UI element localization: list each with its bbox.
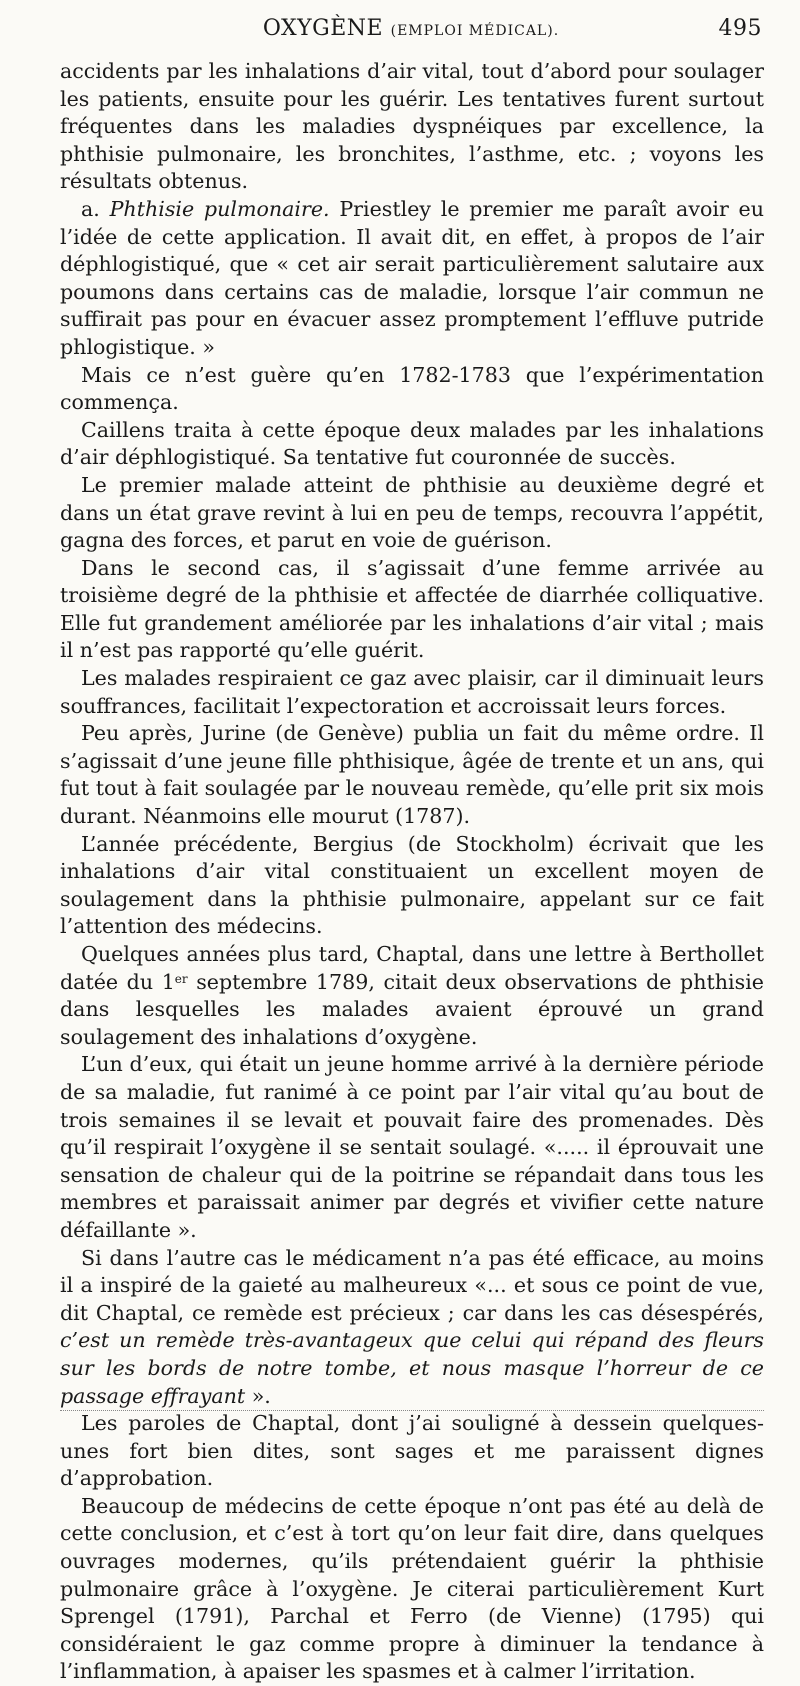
text-run: Dans le second cas, il s’agissait d’une femme arrivée au troisième degré de la phthisie et affectée de diarrhée colliquative. Elle fut grandement améliorée par les inhalations d’air vital ; mais il n’est pas rapporté qu’elle guérit. xyxy=(60,555,764,663)
paragraph xyxy=(60,720,764,830)
paragraph xyxy=(60,555,764,665)
text-run: accidents par les inhalations d’air vital, tout d’abord pour soulager les patients, ensuite pour les guérir. Les tentatives furent surtout fréquentes dans les maladies dyspnéiques par excellence, la phthisie pulmonaire, les bronchites, l’asthme, etc. ; voyons les résultats obtenus. xyxy=(60,59,764,194)
running-title xyxy=(60,16,762,41)
paragraph xyxy=(60,831,764,941)
running-header xyxy=(60,16,762,50)
paragraph xyxy=(60,1493,764,1686)
text-run: Mais ce n’est guère qu’en 1782-1783 que l’expérimentation commença. xyxy=(60,362,764,415)
footer-rule xyxy=(60,1410,764,1411)
text-run: a. xyxy=(81,196,110,221)
paragraph xyxy=(60,196,764,362)
paragraph xyxy=(60,472,764,555)
running-title-main: OXYGÈNE xyxy=(262,16,384,41)
body-text xyxy=(60,58,764,1686)
text-run: Les paroles de Chaptal, dont j’ai souligné à dessein quelques-unes fort bien dites, sont sages et me paraissent dignes d’approbation. xyxy=(60,1411,764,1491)
running-title-sub: (EMPLOI MÉDICAL). xyxy=(390,23,560,39)
paragraph xyxy=(60,362,764,417)
text-run: septembre 1789, citait deux observations de phthisie dans lesquelles les malades avaient éprouvé un grand soulagement des inhalations d’oxygène. xyxy=(60,969,764,1049)
text-run: Priestley le premier me paraît avoir eu l’idée de cette application. Il avait dit, en effet, à propos de l’air déphlogistiqué, que « cet air serait particulièrement salutaire aux poumons dans certains cas de maladie, lorsque l’air commun ne suffirait pas pour en évacuer assez promptement l’effluve putride phlogistique. » xyxy=(60,196,764,359)
italic-text: c’est un remède très-avantageux que celui qui répand des fleurs sur les bords de notre tombe, et nous masque l’horreur de ce passage effrayant xyxy=(60,1328,764,1408)
paragraph xyxy=(60,1410,764,1493)
text-run: Quelques années plus tard, Chaptal, dans une lettre à Berthollet datée du 1 xyxy=(60,942,764,994)
paragraph xyxy=(60,1245,764,1411)
paragraph xyxy=(60,665,764,720)
text-run: Beaucoup de médecins de cette époque n’ont pas été au delà de cette conclusion, et c’est à tort qu’on leur fait dire, dans quelques ouvrages modernes, qu’ils prétendaient guérir la phthisie pulmonaire grâce à l’oxygène. Je citerai particulièrement Kurt Sprengel (1791), Parchal et Ferro (de Vienne) (1795) qui considéraient le gaz comme propre à diminuer la tendance à l’inflammation, à apaiser les spasmes et à calmer l’irritation. xyxy=(60,1493,764,1684)
text-run: Si dans l’autre cas le médicament n’a pas été efficace, au moins il a inspiré de la gaieté au malheureux «... et sous ce point de vue, dit Chaptal, ce remède est précieux ; car dans les cas désespérés, xyxy=(60,1245,764,1325)
text-run: L’un d’eux, qui était un jeune homme arrivé à la dernière période de sa maladie, fut ranimé à ce point par l’air vital qu’au bout de trois semaines il se levait et pouvait faire des promenades. Dès qu’il respirait l’oxygène il se sentait soulagé. «..... il éprouvait une sensation de chaleur qui de la poitrine se répandait dans tous les membres et paraissait animer par degrés et vivifier cette nature défaillante ». xyxy=(60,1052,764,1242)
paragraph xyxy=(60,58,764,196)
text-run: Les malades respiraient ce gaz avec plaisir, car il diminuait leurs souffrances, facilitait l’expectoration et accroissait leurs forces. xyxy=(60,666,764,718)
text-run: Caillens traita à cette époque deux malades par les inhalations d’air déphlogistiqué. Sa tentative fut couronnée de succès. xyxy=(60,417,764,470)
paragraph xyxy=(60,941,764,1051)
italic-text: Phthisie pulmonaire. xyxy=(109,196,330,221)
paragraph xyxy=(60,417,764,472)
text-run: Le premier malade atteint de phthisie au deuxième degré et dans un état grave revint à lui en peu de temps, recouvra l’appétit, gagna des forces, et parut en voie de guérison. xyxy=(60,472,764,553)
text-run: L’année précédente, Bergius (de Stockholm) écrivait que les inhalations d’air vital constituaient un excellent moyen de soulagement dans la phthisie pulmonaire, appelant sur ce fait l’attention des médecins. xyxy=(60,831,764,939)
superscript: er xyxy=(174,971,188,986)
page-number: 495 xyxy=(718,16,762,41)
text-run: ». xyxy=(245,1383,271,1408)
paragraph xyxy=(60,1051,764,1244)
text-run: Peu après, Jurine (de Genève) publia un fait du même ordre. Il s’agissait d’une jeune fille phthisique, âgée de trente et un ans, qui fut tout à fait soulagée par le nouveau remède, qu’elle prit six mois durant. Néanmoins elle mourut (1787). xyxy=(60,721,764,829)
